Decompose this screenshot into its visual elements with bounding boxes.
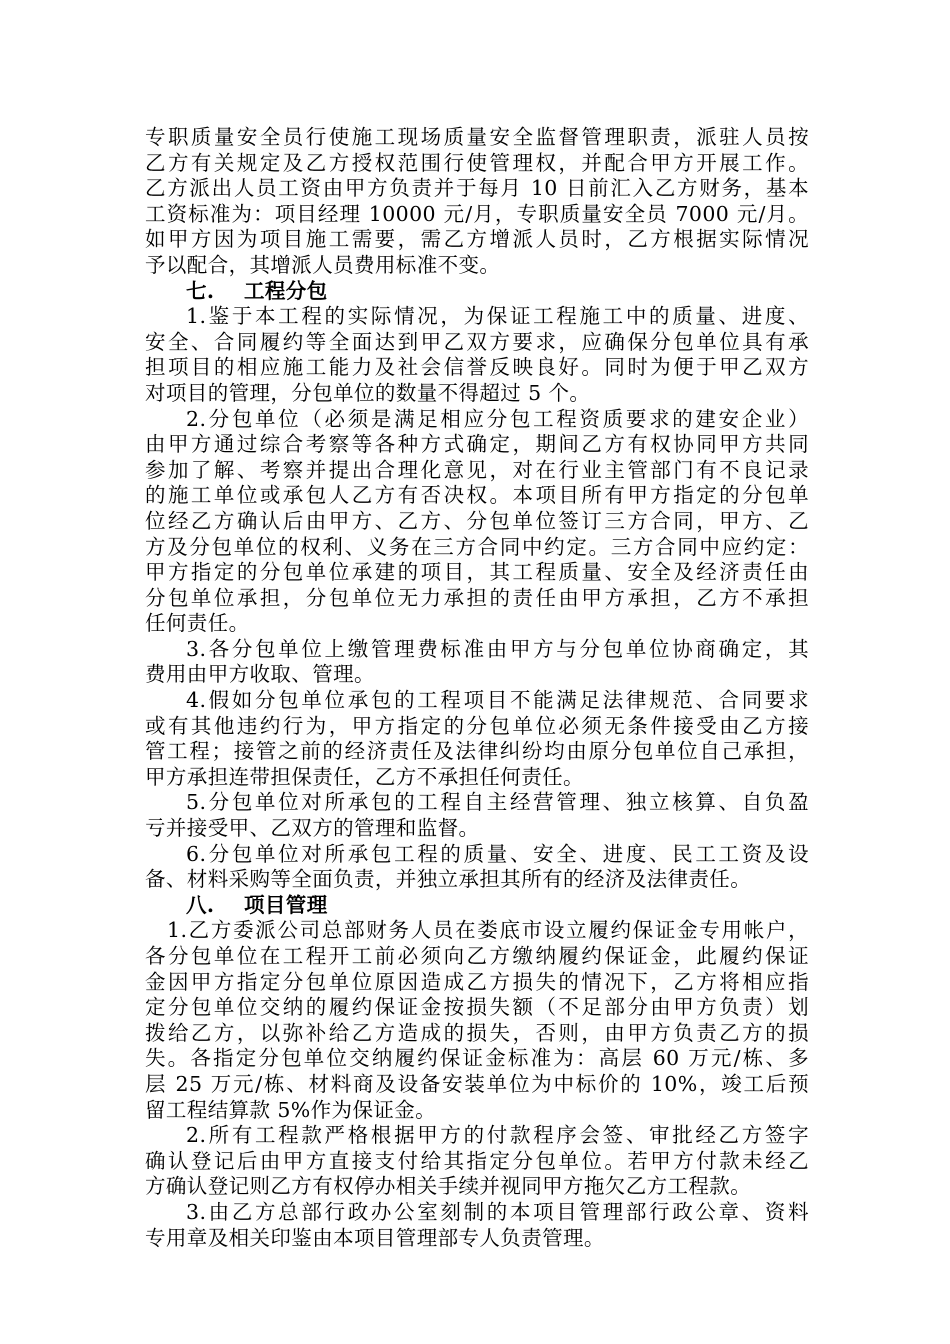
text-line: 甲方承担连带担保责任，乙方不承担任何责任。 xyxy=(145,764,584,789)
text-line: 费用由甲方收取、管理。 xyxy=(145,662,375,687)
text-line: 乙方有关规定及乙方授权范围行使管理权，并配合甲方开展工作。 xyxy=(145,150,809,175)
text-line: 金因甲方指定分包单位原因造成乙方损失的情况下，乙方将相应指 xyxy=(145,969,809,994)
text-line: 安全、合同履约等全面达到甲乙双方要求，应确保分包单位具有承 xyxy=(145,329,809,354)
text-line: 亏并接受甲、乙双方的管理和监督。 xyxy=(145,816,480,841)
text-line: 2.所有工程款严格根据甲方的付款程序会签、审批经乙方签字 xyxy=(186,1123,809,1148)
text-line: 工资标准为：项目经理 10000 元/月，专职质量安全员 7000 元/月。 xyxy=(145,201,809,226)
text-line: 6.分包单位对所承包工程的质量、安全、进度、民工工资及设 xyxy=(186,841,809,866)
text-line: 方及分包单位的权利、义务在三方合同中约定。三方合同中应约定： xyxy=(145,534,809,559)
text-line: 专职质量安全员行使施工现场质量安全监督管理职责，派驻人员按 xyxy=(145,125,809,149)
section7-paragraph-4 xyxy=(145,688,809,790)
text-line: 拨给乙方，以弥补给乙方造成的损失，否则，由甲方负责乙方的损 xyxy=(145,1020,809,1045)
text-line: 分包单位承担，分包单位无力承担的责任由甲方承担，乙方不承担 xyxy=(145,585,809,610)
text-line: 担项目的相应施工能力及社会信誉反映良好。同时为便于甲乙双方 xyxy=(145,355,809,380)
text-line: 位经乙方确认后由甲方、乙方、分包单位签订三方合同，甲方、乙 xyxy=(145,508,809,533)
intro-paragraph xyxy=(145,125,809,279)
text-line: 参加了解、考察并提出合理化意见，对在行业主管部门有不良记录 xyxy=(145,457,809,482)
text-line: 专用章及相关印鉴由本项目管理部专人负责管理。 xyxy=(145,1225,605,1250)
text-line: 由甲方通过综合考察等各种方式确定，期间乙方有权协同甲方共同 xyxy=(145,432,809,457)
section-number: 八. xyxy=(186,892,215,917)
text-line: 留工程结算款 5%作为保证金。 xyxy=(145,1097,437,1122)
text-line: 各分包单位在工程开工前必须向乙方缴纳履约保证金，此履约保证 xyxy=(145,944,809,968)
text-line: 乙方派出人员工资由甲方负责并于每月 10 日前汇入乙方财务，基本 xyxy=(145,176,809,201)
section8-paragraph-3 xyxy=(145,1200,809,1251)
text-line: 2.分包单位（必须是满足相应分包工程资质要求的建安企业） xyxy=(186,406,809,431)
text-line: 3.各分包单位上缴管理费标准由甲方与分包单位协商确定，其 xyxy=(186,636,809,661)
text-line: 1.鉴于本工程的实际情况，为保证工程施工中的质量、进度、 xyxy=(186,304,809,329)
text-line: 1.乙方委派公司总部财务人员在娄底市设立履约保证金专用帐户， xyxy=(167,918,809,943)
text-line: 4.假如分包单位承包的工程项目不能满足法律规范、合同要求 xyxy=(186,688,809,713)
text-line: 如甲方因为项目施工需要，需乙方增派人员时，乙方根据实际情况 xyxy=(145,227,809,252)
text-line: 管工程；接管之前的经济责任及法律纠纷均由原分包单位自己承担， xyxy=(145,739,809,764)
section7-paragraph-1 xyxy=(145,304,809,406)
text-line: 备、材料采购等全面负责，并独立承担其所有的经济及法律责任。 xyxy=(145,867,752,892)
text-line: 的施工单位或承包人乙方有否决权。本项目所有甲方指定的分包单 xyxy=(145,483,809,508)
section8-paragraph-2 xyxy=(145,1123,809,1200)
text-line: 3.由乙方总部行政办公室刻制的本项目管理部行政公章、资料 xyxy=(186,1199,809,1224)
text-line: 失。各指定分包单位交纳履约保证金标准为：高层 60 万元/栋、多 xyxy=(145,1046,809,1071)
section-title: 工程分包 xyxy=(244,278,328,303)
section7-paragraph-3 xyxy=(145,637,809,688)
text-line: 层 25 万元/栋、材料商及设备安装单位为中标价的 10%，竣工后预 xyxy=(145,1071,809,1096)
section-heading-7 xyxy=(145,279,809,305)
document-page xyxy=(145,125,809,1251)
section7-paragraph-6 xyxy=(145,842,809,893)
text-line: 定分包单位交纳的履约保证金按损失额（不足部分由甲方负责）划 xyxy=(145,995,809,1020)
text-line: 5.分包单位对所承包的工程自主经营管理、独立核算、自负盈 xyxy=(186,790,809,815)
text-line: 予以配合，其增派人员费用标准不变。 xyxy=(145,252,501,277)
section-heading-8 xyxy=(145,893,809,919)
text-line: 甲方指定的分包单位承建的项目，其工程质量、安全及经济责任由 xyxy=(145,560,809,585)
section7-paragraph-2 xyxy=(145,407,809,637)
section8-paragraph-1 xyxy=(145,918,809,1123)
text-line: 任何责任。 xyxy=(145,611,250,636)
section-title: 项目管理 xyxy=(244,892,328,917)
text-line: 或有其他违约行为，甲方指定的分包单位必须无条件接受由乙方接 xyxy=(145,713,809,738)
text-line: 确认登记后由甲方直接支付给其指定分包单位。若甲方付款未经乙 xyxy=(145,1148,809,1173)
text-line: 对项目的管理，分包单位的数量不得超过 5 个。 xyxy=(145,380,591,405)
section-number: 七. xyxy=(186,278,215,303)
text-line: 方确认登记则乙方有权停办相关手续并视同甲方拖欠乙方工程款。 xyxy=(145,1174,752,1199)
section7-paragraph-5 xyxy=(145,790,809,841)
